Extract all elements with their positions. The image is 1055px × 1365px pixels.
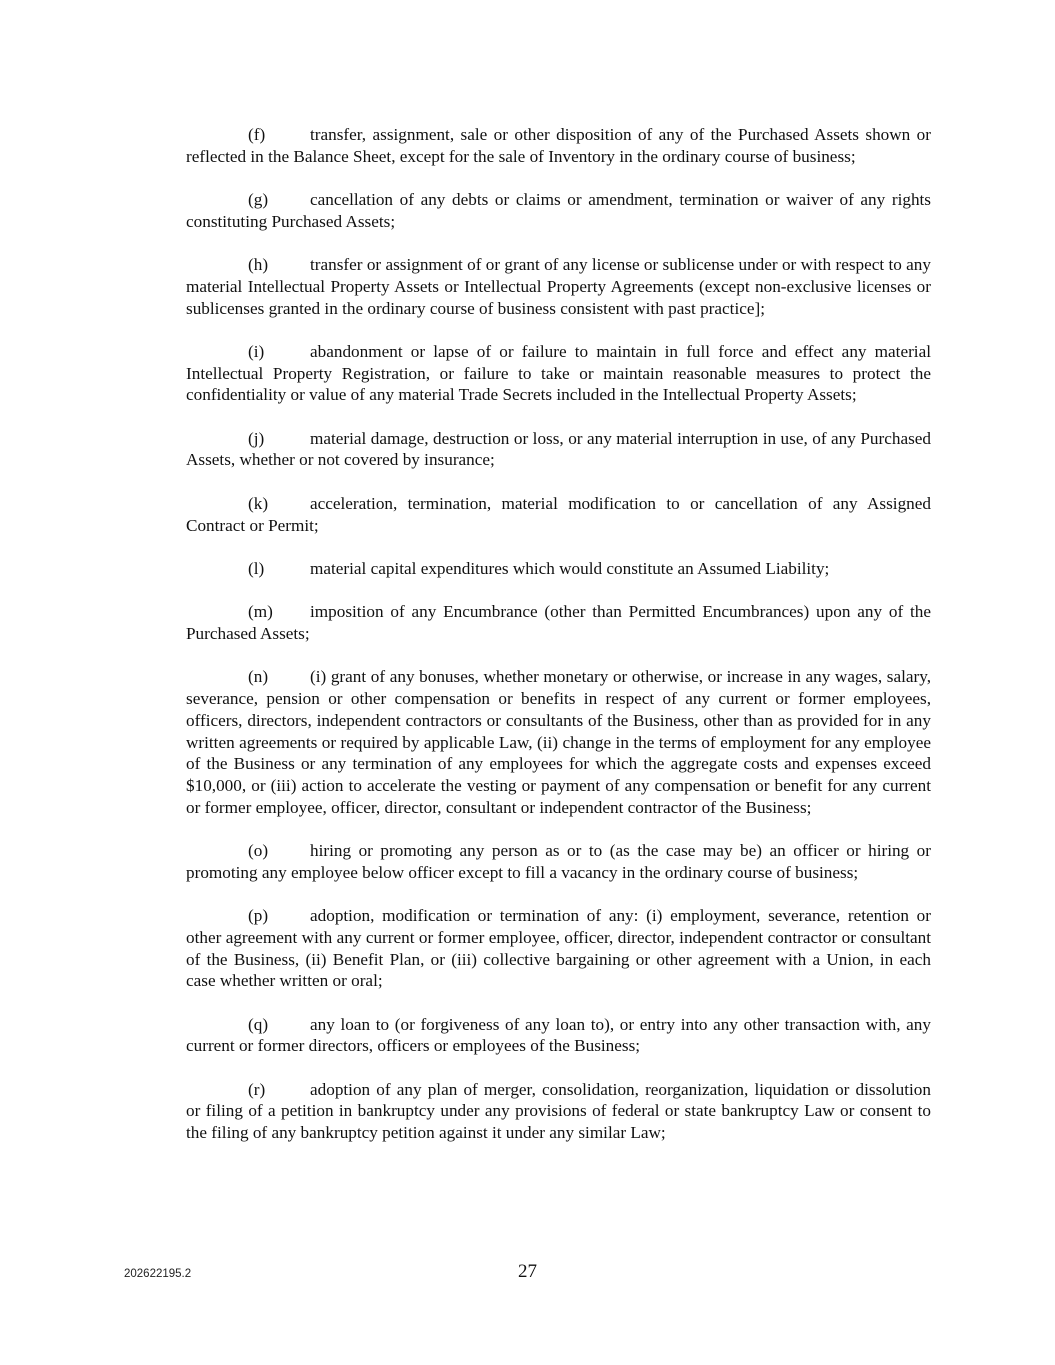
- clause-p: [186, 905, 931, 992]
- document-id: 202622195.2: [124, 1268, 192, 1280]
- clause-label: (f): [248, 125, 266, 144]
- clause-text: transfer, assignment, sale or other disposition of any of the Purchased Assets shown or reflected in the Balance Sheet, except for the sale of Inventory in the ordinary course of business;: [186, 125, 931, 166]
- clause-text: adoption of any plan of merger, consolidation, reorganization, liquidation or dissolution or filing of a petition in bankruptcy under any provisions of federal or state bankruptcy Law or consent to the filing of any bankruptcy petition against it under any similar Law;: [186, 1079, 931, 1143]
- clause-text: material damage, destruction or loss, or any material interruption in use, of any Purchased Assets, whether or not covered by insurance;: [186, 428, 931, 470]
- clause-g: [186, 189, 931, 232]
- clause-text: acceleration, termination, material modification to or cancellation of any Assigned Contract or Permit;: [186, 493, 931, 535]
- clause-label: (h): [248, 255, 269, 275]
- clause-label: (r): [248, 1079, 266, 1099]
- clause-text: material capital expenditures which would constitute an Assumed Liability;: [310, 558, 830, 578]
- page-number: 27: [518, 1261, 537, 1282]
- clause-n: [186, 666, 931, 818]
- clause-o: [186, 840, 931, 883]
- clause-text: hiring or promoting any person as or to (as the case may be) an officer or hiring or promoting any employee below officer except to fill a vacancy in the ordinary course of business;: [186, 841, 931, 882]
- clause-label: (p): [248, 906, 269, 926]
- clause-label: (i): [248, 341, 265, 361]
- clause-q: [186, 1014, 931, 1057]
- clause-m: [186, 601, 931, 644]
- clause-k: [186, 493, 931, 536]
- clause-label: (n): [248, 667, 269, 687]
- clause-list: [186, 124, 931, 1166]
- clause-label: (o): [248, 841, 269, 861]
- clause-label: (l): [248, 558, 265, 578]
- clause-label: (m): [248, 602, 273, 622]
- clause-i: [186, 341, 931, 406]
- clause-text: transfer or assignment of or grant of any license or sublicense under or with respect to any material Intellectual Property Assets or Intellectual Property Agreements (except non-exclusive licenses or sublicenses granted in the ordinary course of business consistent with past practice];: [186, 255, 931, 318]
- clause-text: (i) grant of any bonuses, whether monetary or otherwise, or increase in any wages, salary, severance, pension or other compensation or benefits in respect of any current or former employees, officers, directors, independent contractors or consultants of the Business, other than as provided for in any written agreements or required by applicable Law, (ii) change in the terms of employment for any employee of the Business or any termination of any employees for which the aggregate costs and expenses exceed $10,000, or (iii) action to accelerate the vesting or payment of any compensation or benefit for any current or former employee, officer, director, consultant or independent contractor of the Business;: [186, 667, 931, 817]
- clause-text: cancellation of any debts or claims or amendment, termination or waiver of any rights constituting Purchased Assets;: [186, 190, 931, 231]
- clause-f: [186, 124, 931, 167]
- clause-l: [186, 558, 931, 580]
- clause-text: imposition of any Encumbrance (other than Permitted Encumbrances) upon any of the Purchased Assets;: [186, 602, 931, 644]
- clause-h: [186, 254, 931, 319]
- clause-text: adoption, modification or termination of any: (i) employment, severance, retention or other agreement with any current or former employee, officer, director, independent contractor or consultant of the Business, (ii) Benefit Plan, or (iii) collective bargaining or other agreement with a Union, in each case whether written or oral;: [186, 906, 931, 991]
- clause-text: any loan to (or forgiveness of any loan to), or entry into any other transaction with, any current or former directors, officers or employees of the Business;: [186, 1014, 931, 1056]
- clause-r: [186, 1079, 931, 1144]
- clause-label: (j): [248, 428, 265, 448]
- clause-label: (q): [248, 1014, 269, 1034]
- clause-text: abandonment or lapse of or failure to maintain in full force and effect any material Intellectual Property Registration, or failure to take or maintain reasonable measures to protect the confidentiality or value of any material Trade Secrets included in the Intellectual Property Assets;: [186, 341, 931, 405]
- clause-label: (g): [248, 190, 269, 210]
- clause-label: (k): [248, 493, 269, 513]
- clause-j: [186, 428, 931, 471]
